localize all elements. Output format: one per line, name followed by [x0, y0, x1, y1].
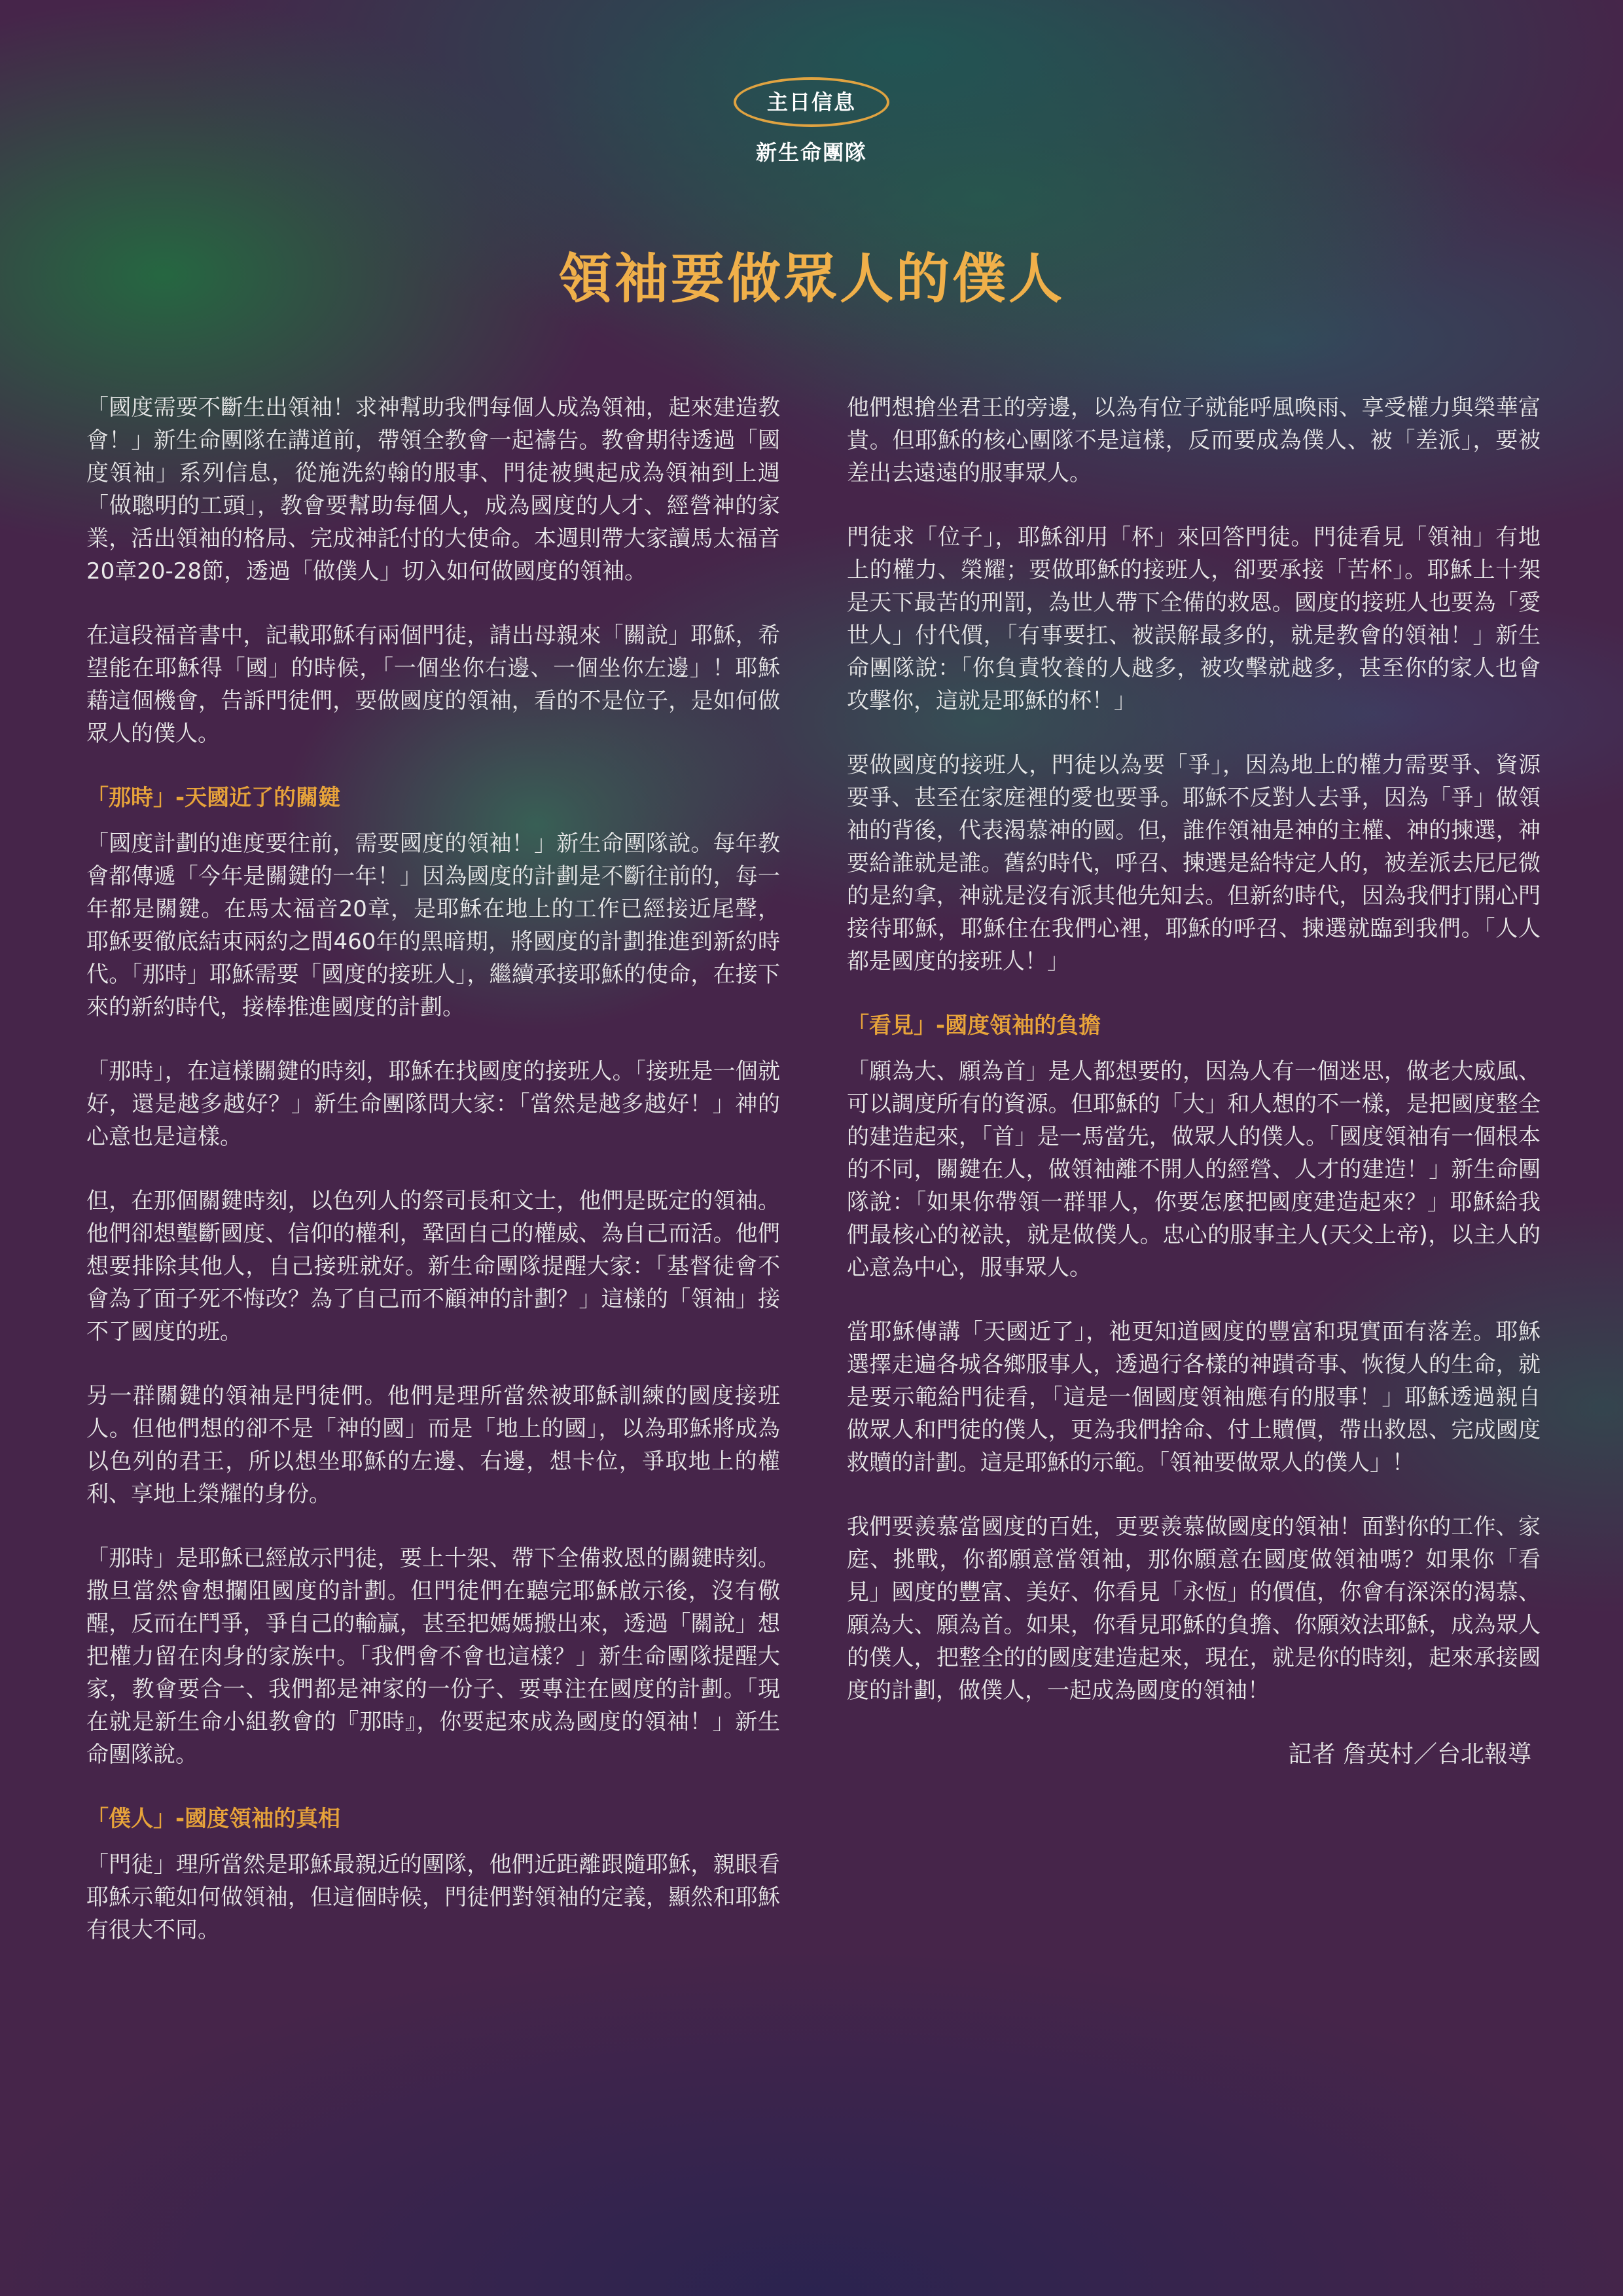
- paragraph: 「國度計劃的進度要往前，需要國度的領袖！」新生命團隊說。每年教會都傳遞「今年是關鍵的一年！」因為國度的計劃是不斷往前的，每一年都是關鍵。在馬太福音20章，是耶穌在地上的工作已經接近尾聲，耶穌要徹底結束兩約之間460年的黑暗期，將國度的計劃推進到新約時代。「那時」耶穌需要「國度的接班人」，繼續承接耶穌的使命，在接下來的新約時代，接棒推進國度的計劃。: [86, 831, 780, 1020]
- paragraph: 在這段福音書中，記載耶穌有兩個門徒，請出母親來「關說」耶穌，希望能在耶穌得「國」的時候，「一個坐你右邊、一個坐你左邊」！耶穌藉這個機會，告訴門徒們，要做國度的領袖，看的不是位子，是如何做眾人的僕人。: [86, 622, 780, 747]
- section-badge: 主日信息: [734, 77, 889, 127]
- section-heading: 「那時」-天國近了的關鍵: [86, 785, 341, 811]
- paragraph: 要做國度的接班人，門徒以為要「爭」，因為地上的權力需要爭、資源要爭、甚至在家庭裡的愛也要爭。耶穌不反對人去爭，因為「爭」做領袖的背後，代表渴慕神的國。但，誰作領袖是神的主權、神的揀選，神要給誰就是誰。舊約時代，呼召、揀選是給特定人的，被差派去尼尼微的是約拿，神就是沒有派其他先知去。但新約時代，因為我們打開心門接待耶穌，耶穌住在我們心裡，耶穌的呼召、揀選就臨到我們。「人人都是國度的接班人！」: [847, 752, 1541, 975]
- reporter-byline: 記者 詹英村／台北報導: [1288, 1741, 1531, 1768]
- section-heading: 「看見」-國度領袖的負擔: [847, 1013, 1101, 1039]
- article-title: 領袖要做眾人的僕人: [558, 248, 1065, 310]
- masthead: [0, 77, 1623, 166]
- section-heading: 「僕人」-國度領袖的真相: [86, 1806, 341, 1832]
- right-column: [847, 391, 1541, 1771]
- paragraph: 「那時」是耶穌已經啟示門徒，要上十架、帶下全備救恩的關鍵時刻。撒旦當然會想攔阻國度的計劃。但門徒們在聽完耶穌啟示後，沒有儆醒，反而在鬥爭，爭自己的輸贏，甚至把媽媽搬出來，透過「關說」想把權力留在肉身的家族中。「我們會不會也這樣？」新生命團隊提醒大家，教會要合一、我們都是神家的一份子、要專注在國度的計劃。「現在就是新生命小組教會的『那時』，你要起來成為國度的領袖！」新生命團隊說。: [86, 1545, 780, 1768]
- paragraph: 但，在那個關鍵時刻，以色列人的祭司長和文士，他們是既定的領袖。他們卻想壟斷國度、信仰的權利，鞏固自己的權威、為自己而活。他們想要排除其他人，自己接班就好。新生命團隊提醒大家：「基督徒會不會為了面子死不悔改？為了自己而不顧神的計劃？」這樣的「領袖」接不了國度的班。: [86, 1188, 780, 1345]
- paragraph: 另一群關鍵的領袖是門徒們。他們是理所當然被耶穌訓練的國度接班人。但他們想的卻不是「神的國」而是「地上的國」，以為耶穌將成為以色列的君王，所以想坐耶穌的左邊、右邊，想卡位，爭取地上的權利、享地上榮耀的身份。: [86, 1383, 780, 1507]
- paragraph: 他們想搶坐君王的旁邊，以為有位子就能呼風喚雨、享受權力與榮華富貴。但耶穌的核心團隊不是這樣，反而要成為僕人、被「差派」，要被差出去遠遠的服事眾人。: [847, 395, 1541, 486]
- paragraph: 當耶穌傳講「天國近了」，祂更知道國度的豐富和現實面有落差。耶穌選擇走遍各城各鄉服事人，透過行各樣的神蹟奇事、恢復人的生命，就是要示範給門徒看，「這是一個國度領袖應有的服事！」耶穌透過親自做眾人和門徒的僕人，更為我們捨命、付上贖價，帶出救恩、完成國度救贖的計劃。這是耶穌的示範。「領袖要做眾人的僕人」！: [847, 1319, 1541, 1476]
- paragraph: 「國度需要不斷生出領袖！求神幫助我們每個人成為領袖，起來建造教會！」新生命團隊在講道前，帶領全教會一起禱告。教會期待透過「國度領袖」系列信息，從施洗約翰的服事、門徒被興起成為領袖到上週「做聰明的工頭」，教會要幫助每個人，成為國度的人才、經營神的家業，活出領袖的格局、完成神託付的大使命。本週則帶大家讀馬太福音20章20-28節，透過「做僕人」切入如何做國度的領袖。: [86, 395, 780, 584]
- paragraph: 「門徒」理所當然是耶穌最親近的團隊，他們近距離跟隨耶穌，親眼看耶穌示範如何做領袖，但這個時候，門徒們對領袖的定義，顯然和耶穌有很大不同。: [86, 1852, 780, 1943]
- paragraph: 我們要羨慕當國度的百姓，更要羨慕做國度的領袖！面對你的工作、家庭、挑戰，你都願意當領袖，那你願意在國度做領袖嗎？如果你「看見」國度的豐富、美好、你看見「永恆」的價值，你會有深深的渴慕、願為大、願為首。如果，你看見耶穌的負擔、你願效法耶穌，成為眾人的僕人，把整全的的國度建造起來，現在，就是你的時刻，起來承接國度的計劃，做僕人，一起成為國度的領袖！: [847, 1514, 1541, 1704]
- paragraph: 「那時」，在這樣關鍵的時刻，耶穌在找國度的接班人。「接班是一個就好，還是越多越好？」新生命團隊問大家：「當然是越多越好！」神的心意也是這樣。: [86, 1058, 780, 1150]
- left-column: [86, 391, 780, 1978]
- paragraph: 門徒求「位子」，耶穌卻用「杯」來回答門徒。門徒看見「領袖」有地上的權力、榮耀；要做耶穌的接班人，卻要承接「苦杯」。耶穌上十架是天下最苦的刑罰，為世人帶下全備的救恩。國度的接班人也要為「愛世人」付代價，「有事要扛、被誤解最多的，就是教會的領袖！」新生命團隊說：「你負責牧養的人越多，被攻擊就越多，甚至你的家人也會攻擊你，這就是耶穌的杯！」: [847, 524, 1541, 714]
- paragraph: 「願為大、願為首」是人都想要的，因為人有一個迷思，做老大威風、可以調度所有的資源。但耶穌的「大」和人想的不一樣，是把國度整全的建造起來，「首」是一馬當先，做眾人的僕人。「國度領袖有一個根本的不同，關鍵在人，做領袖離不開人的經營、人才的建造！」新生命團隊說：「如果你帶領一群罪人，你要怎麼把國度建造起來？」耶穌給我們最核心的祕訣，就是做僕人。忠心的服事主人(天父上帝)，以主人的心意為中心，服事眾人。: [847, 1058, 1541, 1281]
- team-name: 新生命團隊: [755, 140, 867, 165]
